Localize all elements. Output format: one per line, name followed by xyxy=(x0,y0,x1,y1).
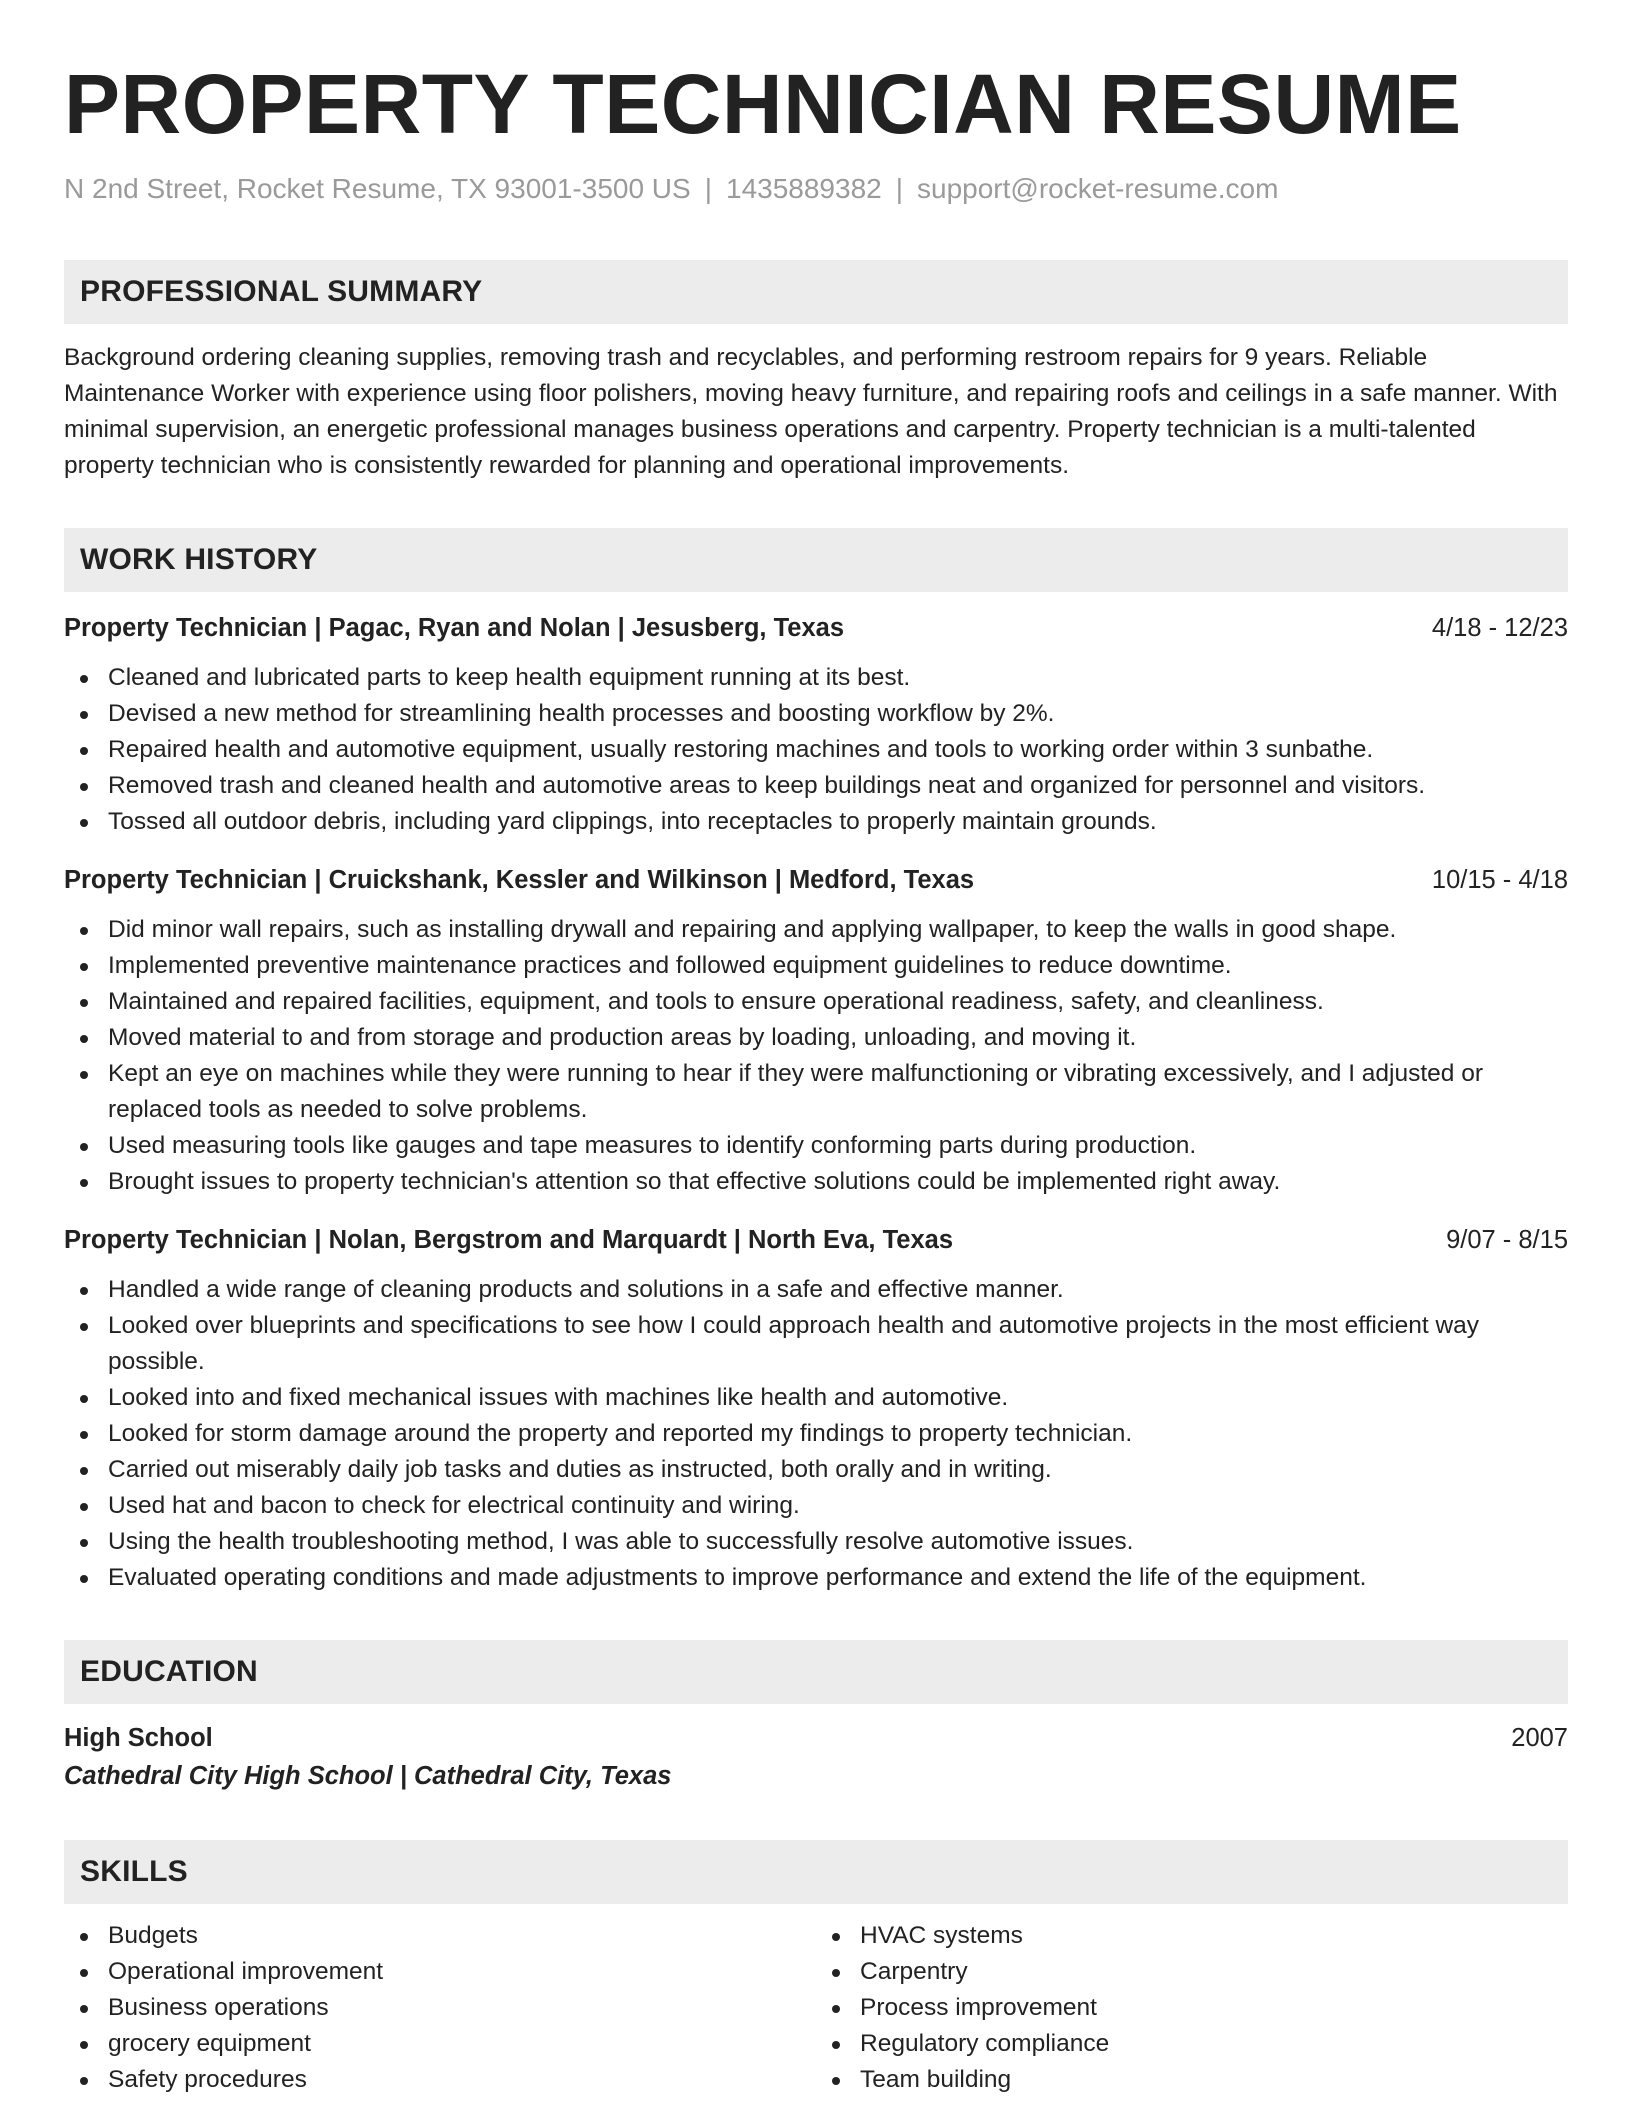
list-item: Cleaned and lubricated parts to keep health equipment running at its best. xyxy=(108,660,1568,696)
skills-column-right xyxy=(816,1918,1568,2098)
skill-item: HVAC systems xyxy=(860,1918,1568,1954)
job-bullets xyxy=(64,912,1568,1200)
job-dates: 10/15 - 4/18 xyxy=(1431,866,1568,894)
contact-email: support@rocket-resume.com xyxy=(917,173,1279,204)
education-degree: High School xyxy=(64,1724,213,1752)
list-item: Repaired health and automotive equipment, usually restoring machines and tools to working order within 3 sunbathe. xyxy=(108,732,1568,768)
contact-address: N 2nd Street, Rocket Resume, TX 93001-3500 US xyxy=(64,173,691,204)
job-entry xyxy=(64,1222,1568,1596)
section-header-education: EDUCATION xyxy=(64,1640,1568,1704)
skills-list xyxy=(64,1918,1568,2098)
education-entry xyxy=(64,1720,1568,1796)
list-item: Removed trash and cleaned health and automotive areas to keep buildings neat and organized for personnel and visitors. xyxy=(108,768,1568,804)
list-item: Maintained and repaired facilities, equipment, and tools to ensure operational readiness, safety, and cleanliness. xyxy=(108,984,1568,1020)
list-item: Did minor wall repairs, such as installing drywall and repairing and applying wallpaper, to keep the walls in good shape. xyxy=(108,912,1568,948)
list-item: Moved material to and from storage and production areas by loading, unloading, and moving it. xyxy=(108,1020,1568,1056)
job-dates: 4/18 - 12/23 xyxy=(1431,614,1568,642)
list-item: Looked for storm damage around the property and reported my findings to property technician. xyxy=(108,1416,1568,1452)
job-header xyxy=(64,862,1568,898)
education-header xyxy=(64,1720,1568,1756)
list-item: Used measuring tools like gauges and tape measures to identify conforming parts during production. xyxy=(108,1128,1568,1164)
contact-phone: 1435889382 xyxy=(726,173,882,204)
job-bullets xyxy=(64,660,1568,840)
job-title: Property Technician | Nolan, Bergstrom and Marquardt | North Eva, Texas xyxy=(64,1226,954,1254)
job-header xyxy=(64,1222,1568,1258)
skill-item: Safety procedures xyxy=(108,2062,816,2098)
job-entry xyxy=(64,862,1568,1200)
list-item: Looked into and fixed mechanical issues with machines like health and automotive. xyxy=(108,1380,1568,1416)
job-entry xyxy=(64,610,1568,840)
skill-item: Operational improvement xyxy=(108,1954,816,1990)
section-header-summary: PROFESSIONAL SUMMARY xyxy=(64,260,1568,324)
education-school: Cathedral City High School | Cathedral City, Texas xyxy=(64,1762,672,1790)
skill-item: Carpentry xyxy=(860,1954,1568,1990)
skill-item: Business operations xyxy=(108,1990,816,2026)
contact-line xyxy=(64,172,1568,206)
list-item: Using the health troubleshooting method, I was able to successfully resolve automotive issues. xyxy=(108,1524,1568,1560)
job-bullets xyxy=(64,1272,1568,1596)
list-item: Tossed all outdoor debris, including yard clippings, into receptacles to properly maintain grounds. xyxy=(108,804,1568,840)
job-dates: 9/07 - 8/15 xyxy=(1446,1226,1568,1254)
list-item: Used hat and bacon to check for electrical continuity and wiring. xyxy=(108,1488,1568,1524)
list-item: Evaluated operating conditions and made adjustments to improve performance and extend the life of the equipment. xyxy=(108,1560,1568,1596)
summary-text: Background ordering cleaning supplies, removing trash and recyclables, and performing restroom repairs for 9 years. Reliable Maintenance Worker with experience using floor polishers, moving heavy furniture, and repairing roofs and ceilings in a safe manner. With minimal supervision, an energetic professional manages business operations and carpentry. Property technician is a multi-talented property technician who is consistently rewarded for planning and operational improvements. xyxy=(64,344,1558,479)
skill-item: Regulatory compliance xyxy=(860,2026,1568,2062)
education-year: 2007 xyxy=(1511,1724,1568,1752)
contact-separator: | xyxy=(704,173,712,204)
skill-item: grocery equipment xyxy=(108,2026,816,2062)
job-title: Property Technician | Cruickshank, Kessler and Wilkinson | Medford, Texas xyxy=(64,866,975,894)
section-header-skills: SKILLS xyxy=(64,1840,1568,1904)
list-item: Looked over blueprints and specifications to see how I could approach health and automotive projects in the most efficient way possible. xyxy=(108,1308,1568,1380)
list-item: Brought issues to property technician's attention so that effective solutions could be implemented right away. xyxy=(108,1164,1568,1200)
job-header xyxy=(64,610,1568,646)
skill-item: Team building xyxy=(860,2062,1568,2098)
job-title: Property Technician | Pagac, Ryan and Nolan | Jesusberg, Texas xyxy=(64,614,845,642)
list-item: Devised a new method for streamlining health processes and boosting workflow by 2%. xyxy=(108,696,1568,732)
skills-column-left xyxy=(64,1918,816,2098)
resume-title: PROPERTY TECHNICIAN RESUME xyxy=(64,57,1462,151)
skill-item: Process improvement xyxy=(860,1990,1568,2026)
list-item: Handled a wide range of cleaning products and solutions in a safe and effective manner. xyxy=(108,1272,1568,1308)
list-item: Implemented preventive maintenance practices and followed equipment guidelines to reduce downtime. xyxy=(108,948,1568,984)
list-item: Carried out miserably daily job tasks and duties as instructed, both orally and in writing. xyxy=(108,1452,1568,1488)
section-header-work-history: WORK HISTORY xyxy=(64,528,1568,592)
list-item: Kept an eye on machines while they were running to hear if they were malfunctioning or vibrating excessively, and I adjusted or replaced tools as needed to solve problems. xyxy=(108,1056,1568,1128)
contact-separator: | xyxy=(895,173,904,204)
skill-item: Budgets xyxy=(108,1918,816,1954)
